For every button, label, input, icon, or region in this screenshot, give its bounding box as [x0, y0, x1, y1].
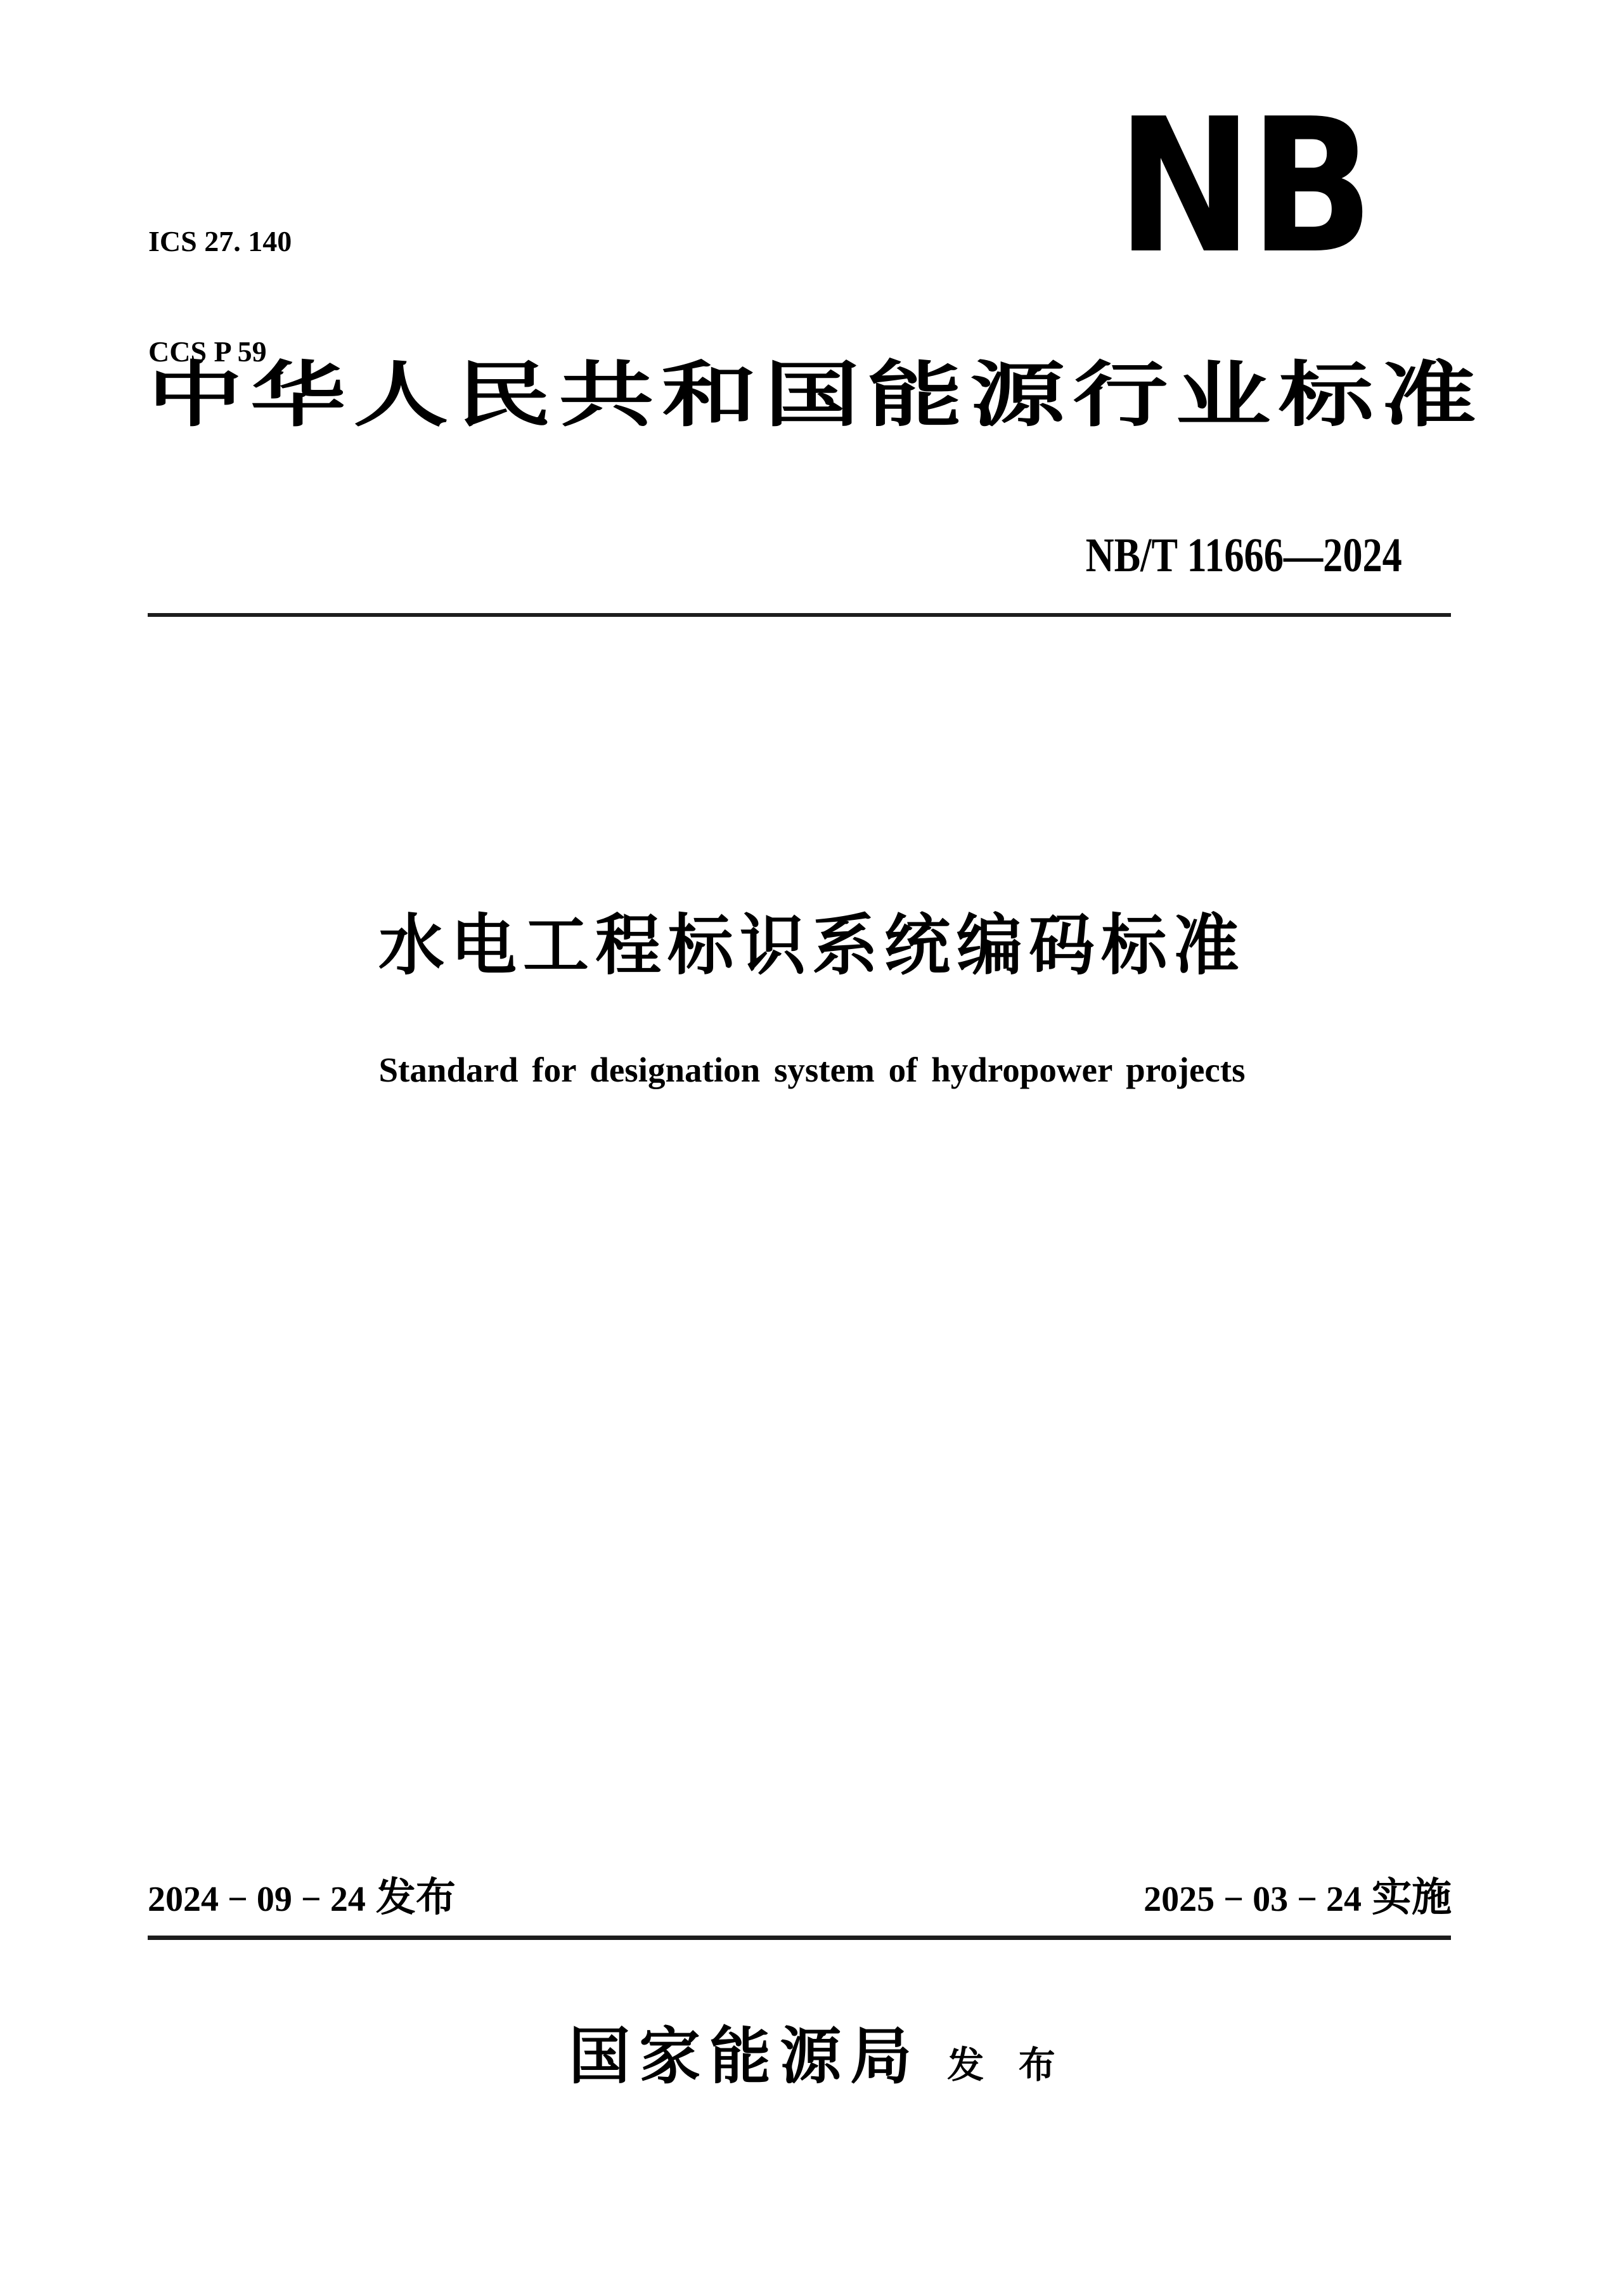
nb-logo: NB — [1116, 79, 1370, 294]
issue-date: 2024 − 09 − 24 — [148, 1880, 366, 1919]
bottom-divider-rule — [148, 1936, 1451, 1940]
implement-label: 实施 — [1372, 1875, 1452, 1920]
ics-code: ICS 27. 140 — [148, 225, 292, 257]
publisher-row — [0, 2023, 1624, 2091]
top-divider-rule — [148, 613, 1451, 617]
document-title-en: Standard for designation system of hydropower projects — [378, 1050, 1246, 1089]
publisher-name: 国家能源局 — [569, 2023, 921, 2091]
issue-date-group — [148, 1875, 456, 1920]
implement-date: 2025 − 03 − 24 — [1144, 1880, 1362, 1919]
publish-action-label: 发 布 — [947, 2045, 1055, 2086]
ccs-code: CCS P 59 — [148, 335, 267, 368]
implement-date-group — [1144, 1875, 1452, 1920]
document-title-zh: 水电工程标识系统编码标准 — [378, 909, 1246, 983]
national-standard-heading: 中 华 人 民 共 和 国 能 源 行 业 标 准 — [148, 356, 1476, 436]
standard-number: NB/T 11666—2024 — [1085, 529, 1402, 582]
issue-label: 发布 — [375, 1875, 456, 1920]
dates-row — [148, 1875, 1452, 1920]
